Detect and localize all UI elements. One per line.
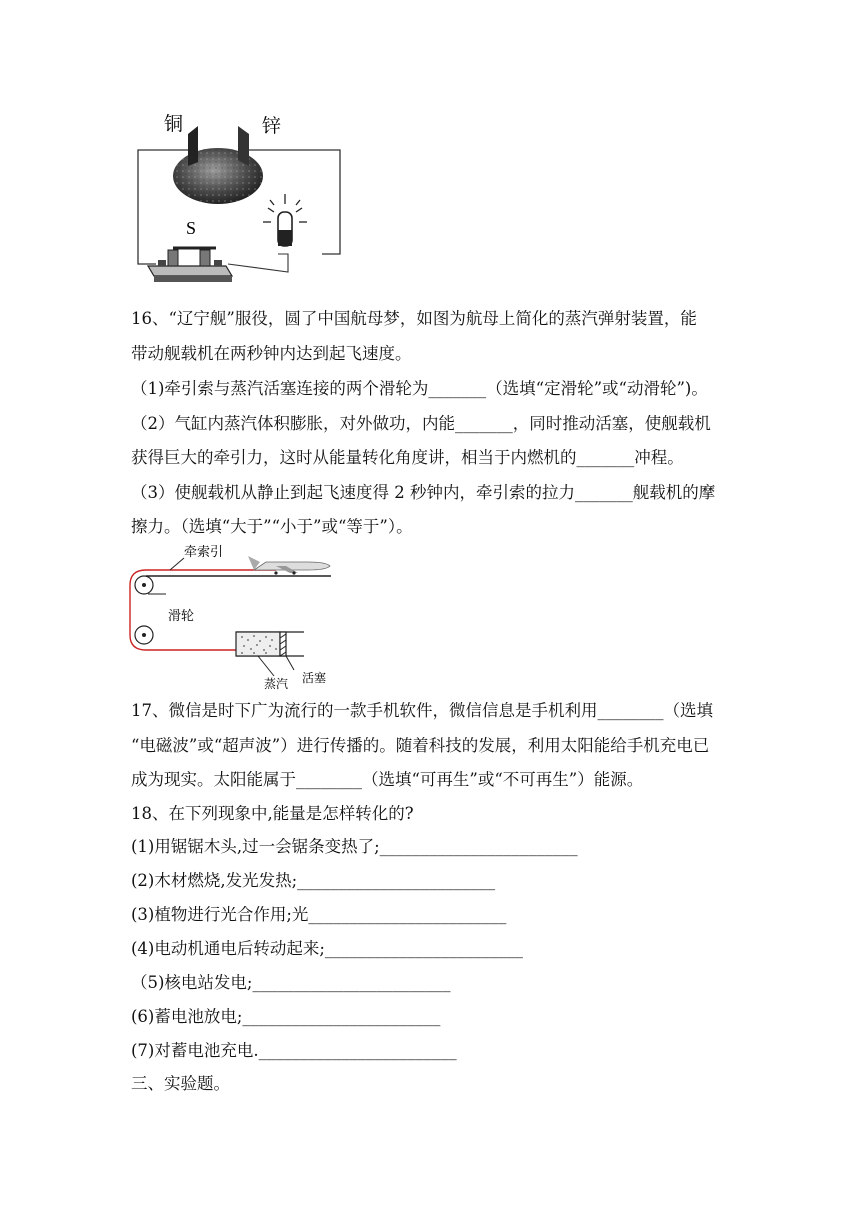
- q18-item: (3)植物进行光合作用;光________________________: [131, 905, 507, 924]
- q16-part-2a: （2）气缸内蒸汽体积膨胀，对外做功，内能_______，同时推动活塞，使舰载机: [131, 414, 711, 433]
- q17-line-3: 成为现实。太阳能属于________（选填“可再生”或“不可再生”）能源。: [131, 770, 644, 789]
- copper-label: 铜: [164, 113, 184, 135]
- q18-item: (7)对蓄电池充电.________________________: [131, 1041, 457, 1060]
- q18-item: (4)电动机通电后转动起来;________________________: [131, 939, 523, 958]
- rope-label: 牵索引: [184, 545, 224, 560]
- q18-item: （5)核电站发电;________________________: [131, 973, 451, 992]
- potato-battery-figure: [128, 104, 348, 286]
- pulley-label: 滑轮: [168, 609, 195, 624]
- zinc-electrode: [238, 126, 249, 166]
- q16-part-3a: （3）使舰载机从静止到起飞速度得 2 秒钟内，牵引索的拉力_______舰载机的摩: [131, 483, 716, 502]
- q17-line-1: 17、微信是时下广为流行的一款手机软件，微信信息是手机利用________（选填: [131, 701, 713, 720]
- steam-label: 蒸汽: [264, 677, 289, 691]
- q18-item: (6)蓄电池放电;________________________: [131, 1007, 441, 1026]
- steam-catapult-diagram: [126, 540, 336, 692]
- q18-title: 18、在下列现象中,能量是怎样转化的?: [131, 804, 414, 823]
- copper-electrode: [188, 126, 198, 166]
- zinc-label: 锌: [262, 115, 282, 137]
- q16-line-2: 带动舰载机在两秒钟内达到起飞速度。: [131, 344, 412, 363]
- q16-part-2b: 获得巨大的牵引力，这时从能量转化角度讲，相当于内燃机的_______冲程。: [131, 448, 684, 467]
- steam-catapult-figure: [126, 540, 336, 692]
- q18-item: (2)木材燃烧,发光发热;________________________: [131, 871, 496, 890]
- q16-line-1: 16、“辽宁舰”服役，圆了中国航母梦，如图为航母上简化的蒸汽弹射装置，能: [131, 309, 697, 328]
- potato-battery-diagram: [128, 104, 348, 286]
- section-heading: 三、实验题。: [131, 1074, 230, 1093]
- q17-line-2: “电磁波”或“超声波”）进行传播的。随着科技的发展，利用太阳能给手机充电已: [131, 736, 710, 755]
- piston-label: 活塞: [302, 671, 327, 685]
- switch-icon: [148, 248, 232, 282]
- bulb-icon: [263, 194, 307, 246]
- q16-part-3b: 擦力。（选填“大于”“小于”或“等于”）。: [131, 517, 413, 536]
- q18-item: (1)用锯锯木头,过一会锯条变热了;________________________: [131, 837, 578, 856]
- q16-part-1: （1)牵引索与蒸汽活塞连接的两个滑轮为_______（选填“定滑轮”或“动滑轮”)。: [131, 379, 708, 398]
- airplane-icon: [248, 556, 330, 575]
- switch-label: S: [186, 218, 197, 238]
